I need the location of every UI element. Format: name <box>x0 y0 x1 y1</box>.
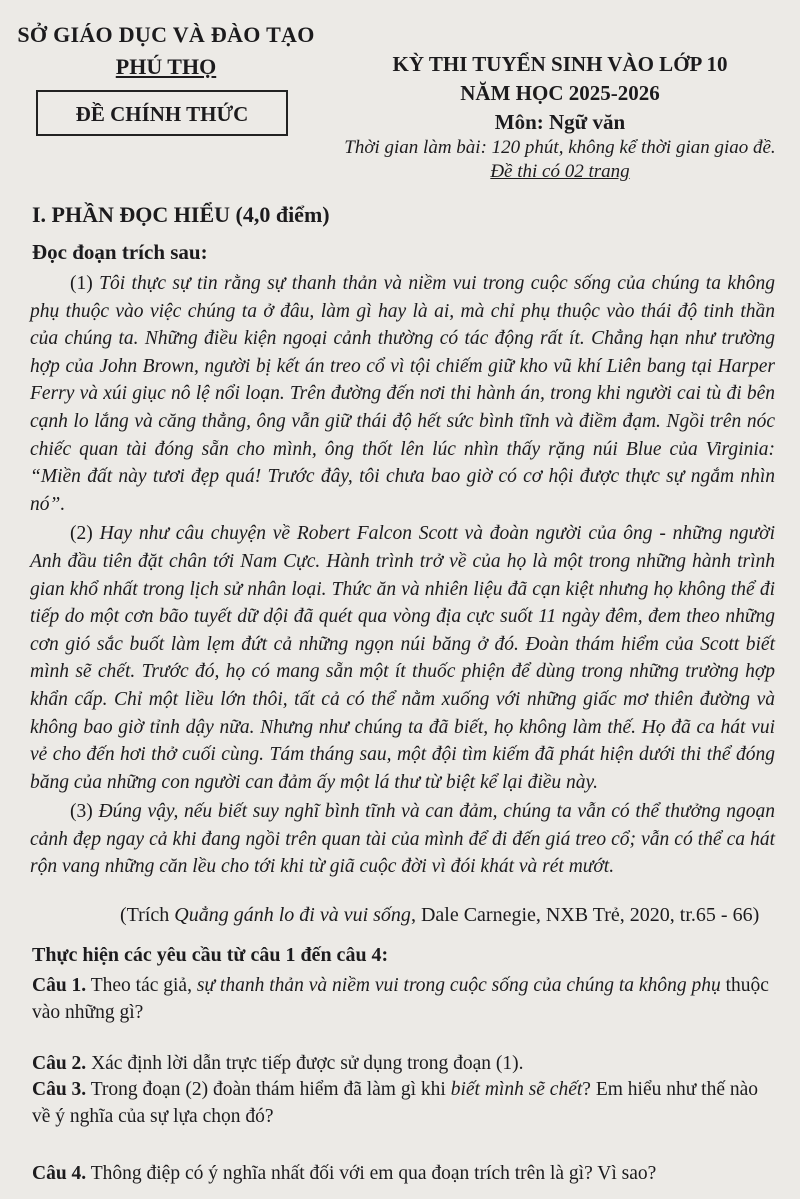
question-2 <box>32 1050 777 1077</box>
citation-book: Quẳng gánh lo đi và vui sống <box>174 904 411 926</box>
paragraph-text: Hay như câu chuyện về Robert Falcon Scott và đoàn người của ông - những người Anh đầu tiên đặt chân tới Nam Cực. Hành trình trở về của họ là một trong những hành trình gian khổ nhất trong lịch sử nhân loại. Thức ăn và nhiên liệu đã cạn kiệt nhưng họ không thể đi tiếp do một cơn bão tuyết dữ dội đã quét qua vòng địa cực suốt 11 ngày đêm, đem theo những cơn gió sắc buốt làm lẹm đứt cả những ngọn núi băng ở đó. Đoàn thám hiểm của Scott biết mình sẽ chết. Trước đó, họ có mang sẵn một ít thuốc phiện để dùng trong những trường hợp khẩn cấp. Chỉ một liều lớn thôi, tất cả có thể nằm xuống với những giấc mơ thiên đường và không bao giờ tỉnh dậy nữa. Nhưng như chúng ta đã biết, họ không làm thế. Họ đã ca hát vui vẻ cho đến hơi thở cuối cùng. Tám tháng sau, một đội tìm kiếm đã phát hiện dưới thi thể đóng băng của những con người can đảm ấy một lá thư từ biệt kể lại điều này. <box>30 523 776 793</box>
question-emphasis: sự thanh thản và niềm vui trong cuộc sống của chúng ta không phụ <box>196 975 721 996</box>
paragraph-3 <box>30 798 775 881</box>
department-name: SỞ GIÁO DỤC VÀ ĐÀO TẠO <box>17 22 315 47</box>
pages-note: Đề thi có 02 trang <box>490 161 630 182</box>
exam-title: KỲ THI TUYỂN SINH VÀO LỚP 10 <box>392 52 728 76</box>
paragraph-number: (1) <box>70 273 93 294</box>
question-number: Câu 4. <box>32 1163 87 1184</box>
question-number: Câu 2. <box>32 1053 87 1074</box>
question-text: Trong đoạn (2) đoàn thám hiểm đã làm gì khi <box>86 1079 451 1100</box>
section-title: I. PHẦN ĐỌC HIỂU (4,0 điểm) <box>32 202 330 227</box>
task-instruction: Thực hiện các yêu cầu từ câu 1 đến câu 4: <box>32 944 389 966</box>
citation-prefix: (Trích <box>120 904 175 926</box>
paragraph-number: (2) <box>70 523 93 545</box>
paragraph-2 <box>30 520 775 796</box>
read-instruction: Đọc đoạn trích sau: <box>32 240 208 264</box>
question-number: Câu 1. <box>32 975 87 996</box>
province-name: PHÚ THỌ <box>115 54 217 79</box>
exam-header <box>330 52 790 183</box>
question-1 <box>32 972 777 1026</box>
question-text: Thông điệp có ý nghĩa nhất đối với em qua đoạn trích trên là gì? Vì sao? <box>86 1163 657 1184</box>
paragraph-text: Tôi thực sự tin rằng sự thanh thản và niềm vui trong cuộc sống của chúng ta không phụ thuộc vào việc chúng ta ở đâu, làm gì hay là ai, mà chỉ phụ thuộc vào thái độ tinh thần của chúng ta. Những điều kiện ngoại cảnh thường có tác động rất ít. Chẳng hạn như trường hợp của John Brown, người bị kết án treo cổ vì tội chiếm giữ kho vũ khí Liên bang tại Harper Ferry và xúi giục nô lệ nổi loạn. Trên đường đến nơi thi hành án, trong khi người cai tù đi bên cạnh lo lắng và căng thẳng, ông vẫn giữ thái độ hết sức bình tĩnh và điềm đạm. Ngồi trên nóc chiếc quan tài đóng sẵn cho mình, ông thốt lên lúc nhìn thấy rặng núi Blue của Virginia: “Miền đất này tươi đẹp quá! Trước đây, tôi chưa bao giờ có cơ hội được thực sự ngắm nhìn nó”. <box>30 273 775 515</box>
department-header <box>16 22 316 80</box>
source-citation <box>120 904 790 927</box>
paragraph-number: (3) <box>70 801 93 823</box>
question-4 <box>32 1160 777 1187</box>
reading-passage <box>30 270 775 883</box>
question-text-end: thuộc vào những gì? <box>32 975 769 1023</box>
question-number: Câu 3. <box>32 1079 87 1100</box>
paragraph-text: Đúng vậy, nếu biết suy nghĩ bình tĩnh và can đảm, chúng ta vẫn có thể thưởng ngoạn cảnh đẹp ngay cả khi đang ngồi trên quan tài của mình để đi đến giá treo cổ; vẫn có thể ca hát rộn vang những căn lều cho tới khi từ giã cuộc đời vì đói khát và rét mướt. <box>30 801 776 878</box>
question-text-end: ? Em hiểu như thế nào về ý nghĩa của sự lựa chọn đó? <box>32 1079 759 1127</box>
question-text: Xác định lời dẫn trực tiếp được sử dụng trong đoạn (1). <box>86 1053 524 1074</box>
subject: Môn: Ngữ văn <box>494 110 626 134</box>
paragraph-1 <box>30 270 775 518</box>
citation-suffix: , Dale Carnegie, NXB Trẻ, 2020, tr.65 - 66) <box>410 904 760 926</box>
school-year: NĂM HỌC 2025-2026 <box>460 81 660 105</box>
question-text: Theo tác giả, <box>86 975 197 996</box>
official-label-box: ĐỀ CHÍNH THỨC <box>36 90 288 136</box>
question-3 <box>32 1076 777 1130</box>
question-emphasis: biết mình sẽ chết <box>450 1079 583 1100</box>
time-note: Thời gian làm bài: 120 phút, không kể thời gian giao đề. <box>344 137 776 158</box>
